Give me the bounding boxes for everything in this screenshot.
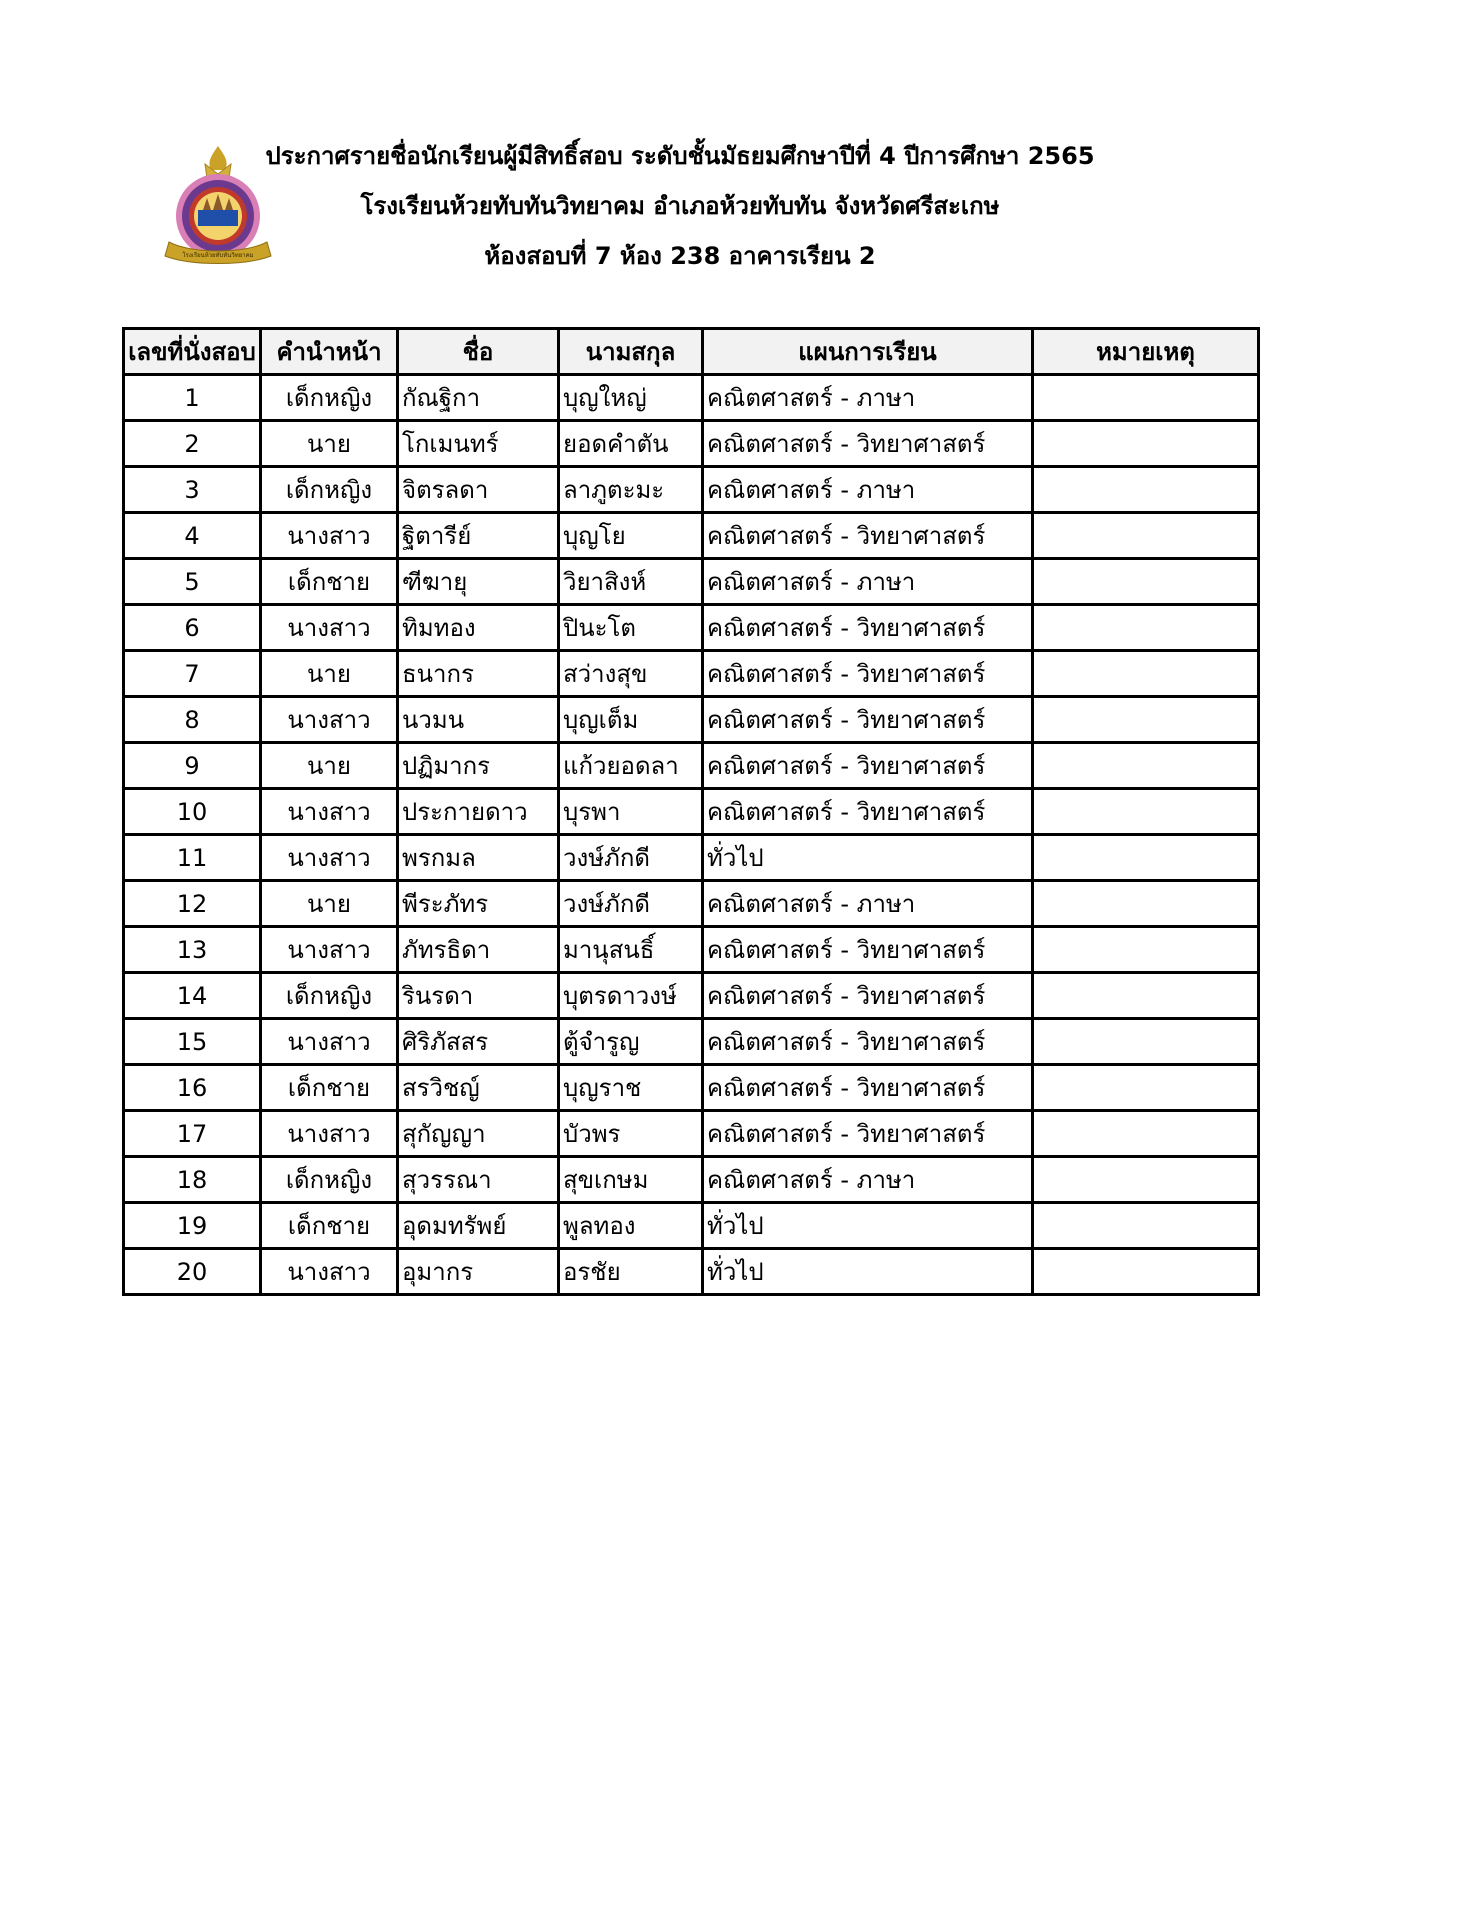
last-name-cell: วิยาสิงห์ — [559, 559, 703, 605]
seat-number-cell: 17 — [124, 1111, 261, 1157]
prefix-cell: นางสาว — [261, 789, 398, 835]
table-header-row — [124, 329, 1259, 375]
note-cell — [1033, 467, 1259, 513]
prefix-cell: นาย — [261, 651, 398, 697]
first-name-cell: ศิริภัสสร — [398, 1019, 559, 1065]
table-row — [124, 421, 1259, 467]
note-cell — [1033, 1203, 1259, 1249]
last-name-cell: อรชัย — [559, 1249, 703, 1295]
study-plan-cell: คณิตศาสตร์ - วิทยาศาสตร์ — [703, 927, 1033, 973]
last-name-cell: วงษ์ภักดี — [559, 881, 703, 927]
study-plan-cell: คณิตศาสตร์ - วิทยาศาสตร์ — [703, 973, 1033, 1019]
note-cell — [1033, 1065, 1259, 1111]
last-name-cell: ตู้จำรูญ — [559, 1019, 703, 1065]
school-name-line: โรงเรียนห้วยทับทันวิทยาคม อำเภอห้วยทับทัน จังหวัดศรีสะเกษ — [360, 192, 1000, 220]
note-cell — [1033, 973, 1259, 1019]
column-header-first-name: ชื่อ — [398, 329, 559, 375]
seat-number-cell: 16 — [124, 1065, 261, 1111]
table-row — [124, 467, 1259, 513]
seat-number-cell: 13 — [124, 927, 261, 973]
prefix-cell: เด็กหญิง — [261, 467, 398, 513]
study-plan-cell: คณิตศาสตร์ - ภาษา — [703, 881, 1033, 927]
study-plan-cell: ทั่วไป — [703, 1203, 1033, 1249]
first-name-cell: ปฏิมากร — [398, 743, 559, 789]
last-name-cell: บุญเต็ม — [559, 697, 703, 743]
study-plan-cell: คณิตศาสตร์ - วิทยาศาสตร์ — [703, 1019, 1033, 1065]
column-header-study-plan: แผนการเรียน — [703, 329, 1033, 375]
seat-number-cell: 5 — [124, 559, 261, 605]
note-cell — [1033, 789, 1259, 835]
table-row — [124, 789, 1259, 835]
last-name-cell: บุญราช — [559, 1065, 703, 1111]
logo-ribbon-text: โรงเรียนห้วยทับทันวิทยาคม — [182, 252, 254, 259]
prefix-cell: เด็กชาย — [261, 1065, 398, 1111]
seat-number-cell: 12 — [124, 881, 261, 927]
first-name-cell: กัณฐิกา — [398, 375, 559, 421]
last-name-cell: บุญโย — [559, 513, 703, 559]
study-plan-cell: คณิตศาสตร์ - ภาษา — [703, 375, 1033, 421]
note-cell — [1033, 743, 1259, 789]
last-name-cell: สว่างสุข — [559, 651, 703, 697]
table-row — [124, 1019, 1259, 1065]
seat-number-cell: 11 — [124, 835, 261, 881]
seat-number-cell: 9 — [124, 743, 261, 789]
prefix-cell: นางสาว — [261, 1249, 398, 1295]
prefix-cell: เด็กหญิง — [261, 1157, 398, 1203]
table-row — [124, 697, 1259, 743]
prefix-cell: นางสาว — [261, 835, 398, 881]
note-cell — [1033, 1111, 1259, 1157]
column-header-note: หมายเหตุ — [1033, 329, 1259, 375]
note-cell — [1033, 697, 1259, 743]
prefix-cell: นางสาว — [261, 605, 398, 651]
table-row — [124, 1065, 1259, 1111]
note-cell — [1033, 1249, 1259, 1295]
first-name-cell: รินรดา — [398, 973, 559, 1019]
first-name-cell: ประกายดาว — [398, 789, 559, 835]
study-plan-cell: คณิตศาสตร์ - วิทยาศาสตร์ — [703, 421, 1033, 467]
first-name-cell: จิตรลดา — [398, 467, 559, 513]
first-name-cell: ฐิตารีย์ — [398, 513, 559, 559]
note-cell — [1033, 881, 1259, 927]
table-row — [124, 835, 1259, 881]
prefix-cell: เด็กหญิง — [261, 375, 398, 421]
study-plan-cell: คณิตศาสตร์ - ภาษา — [703, 467, 1033, 513]
last-name-cell: ยอดคำตัน — [559, 421, 703, 467]
table-row — [124, 605, 1259, 651]
table-row — [124, 375, 1259, 421]
study-plan-cell: ทั่วไป — [703, 1249, 1033, 1295]
last-name-cell: ลาภูตะมะ — [559, 467, 703, 513]
first-name-cell: นวมน — [398, 697, 559, 743]
seat-number-cell: 18 — [124, 1157, 261, 1203]
table-row — [124, 1111, 1259, 1157]
table-row — [124, 651, 1259, 697]
seat-number-cell: 2 — [124, 421, 261, 467]
table-row — [124, 1203, 1259, 1249]
first-name-cell: พรกมล — [398, 835, 559, 881]
last-name-cell: พูลทอง — [559, 1203, 703, 1249]
column-header-seat: เลขที่นั่งสอบ — [124, 329, 261, 375]
last-name-cell: วงษ์ภักดี — [559, 835, 703, 881]
seat-number-cell: 6 — [124, 605, 261, 651]
study-plan-cell: คณิตศาสตร์ - วิทยาศาสตร์ — [703, 697, 1033, 743]
first-name-cell: โกเมนทร์ — [398, 421, 559, 467]
note-cell — [1033, 1019, 1259, 1065]
prefix-cell: เด็กชาย — [261, 559, 398, 605]
study-plan-cell: คณิตศาสตร์ - วิทยาศาสตร์ — [703, 789, 1033, 835]
prefix-cell: นาย — [261, 743, 398, 789]
table-row — [124, 881, 1259, 927]
last-name-cell: บุตรดาวงษ์ — [559, 973, 703, 1019]
study-plan-cell: คณิตศาสตร์ - ภาษา — [703, 1157, 1033, 1203]
first-name-cell: อุดมทรัพย์ — [398, 1203, 559, 1249]
prefix-cell: เด็กชาย — [261, 1203, 398, 1249]
prefix-cell: นางสาว — [261, 927, 398, 973]
table-row — [124, 559, 1259, 605]
seat-number-cell: 19 — [124, 1203, 261, 1249]
last-name-cell: บุรพา — [559, 789, 703, 835]
study-plan-cell: คณิตศาสตร์ - วิทยาศาสตร์ — [703, 651, 1033, 697]
page-title: ประกาศรายชื่อนักเรียนผู้มีสิทธิ์สอบ ระดับชั้นมัธยมศึกษาปีที่ 4 ปีการศึกษา 2565 — [265, 142, 1095, 170]
prefix-cell: นางสาว — [261, 1111, 398, 1157]
seat-number-cell: 3 — [124, 467, 261, 513]
last-name-cell: บัวพร — [559, 1111, 703, 1157]
table-row — [124, 927, 1259, 973]
prefix-cell: นางสาว — [261, 513, 398, 559]
last-name-cell: บุญใหญ่ — [559, 375, 703, 421]
note-cell — [1033, 513, 1259, 559]
study-plan-cell: คณิตศาสตร์ - วิทยาศาสตร์ — [703, 743, 1033, 789]
study-plan-cell: คณิตศาสตร์ - วิทยาศาสตร์ — [703, 605, 1033, 651]
last-name-cell: มานุสนธิ์ — [559, 927, 703, 973]
seat-number-cell: 20 — [124, 1249, 261, 1295]
seat-number-cell: 7 — [124, 651, 261, 697]
note-cell — [1033, 375, 1259, 421]
note-cell — [1033, 1157, 1259, 1203]
study-plan-cell: ทั่วไป — [703, 835, 1033, 881]
prefix-cell: นางสาว — [261, 697, 398, 743]
table-row — [124, 973, 1259, 1019]
seat-number-cell: 14 — [124, 973, 261, 1019]
prefix-cell: นาย — [261, 421, 398, 467]
first-name-cell: ทิมทอง — [398, 605, 559, 651]
first-name-cell: ธนากร — [398, 651, 559, 697]
seat-number-cell: 8 — [124, 697, 261, 743]
first-name-cell: สุกัญญา — [398, 1111, 559, 1157]
last-name-cell: ปินะโต — [559, 605, 703, 651]
last-name-cell: สุขเกษม — [559, 1157, 703, 1203]
first-name-cell: พีระภัทร — [398, 881, 559, 927]
study-plan-cell: คณิตศาสตร์ - วิทยาศาสตร์ — [703, 1111, 1033, 1157]
study-plan-cell: คณิตศาสตร์ - ภาษา — [703, 559, 1033, 605]
seat-number-cell: 4 — [124, 513, 261, 559]
note-cell — [1033, 927, 1259, 973]
note-cell — [1033, 421, 1259, 467]
table-row — [124, 1157, 1259, 1203]
study-plan-cell: คณิตศาสตร์ - วิทยาศาสตร์ — [703, 1065, 1033, 1111]
seat-number-cell: 15 — [124, 1019, 261, 1065]
study-plan-cell: คณิตศาสตร์ - วิทยาศาสตร์ — [703, 513, 1033, 559]
student-roster-table — [122, 327, 1260, 1296]
seat-number-cell: 1 — [124, 375, 261, 421]
seat-number-cell: 10 — [124, 789, 261, 835]
first-name-cell: ฑีฆายุ — [398, 559, 559, 605]
note-cell — [1033, 651, 1259, 697]
table-row — [124, 513, 1259, 559]
first-name-cell: ภัทรธิดา — [398, 927, 559, 973]
table-row — [124, 743, 1259, 789]
last-name-cell: แก้วยอดลา — [559, 743, 703, 789]
table-row — [124, 1249, 1259, 1295]
first-name-cell: สุวรรณา — [398, 1157, 559, 1203]
first-name-cell: สรวิชญ์ — [398, 1065, 559, 1111]
column-header-last-name: นามสกุล — [559, 329, 703, 375]
first-name-cell: อุมากร — [398, 1249, 559, 1295]
note-cell — [1033, 559, 1259, 605]
note-cell — [1033, 605, 1259, 651]
note-cell — [1033, 835, 1259, 881]
exam-room-line: ห้องสอบที่ 7 ห้อง 238 อาคารเรียน 2 — [484, 242, 876, 270]
column-header-prefix: คำนำหน้า — [261, 329, 398, 375]
prefix-cell: นาย — [261, 881, 398, 927]
prefix-cell: นางสาว — [261, 1019, 398, 1065]
prefix-cell: เด็กหญิง — [261, 973, 398, 1019]
